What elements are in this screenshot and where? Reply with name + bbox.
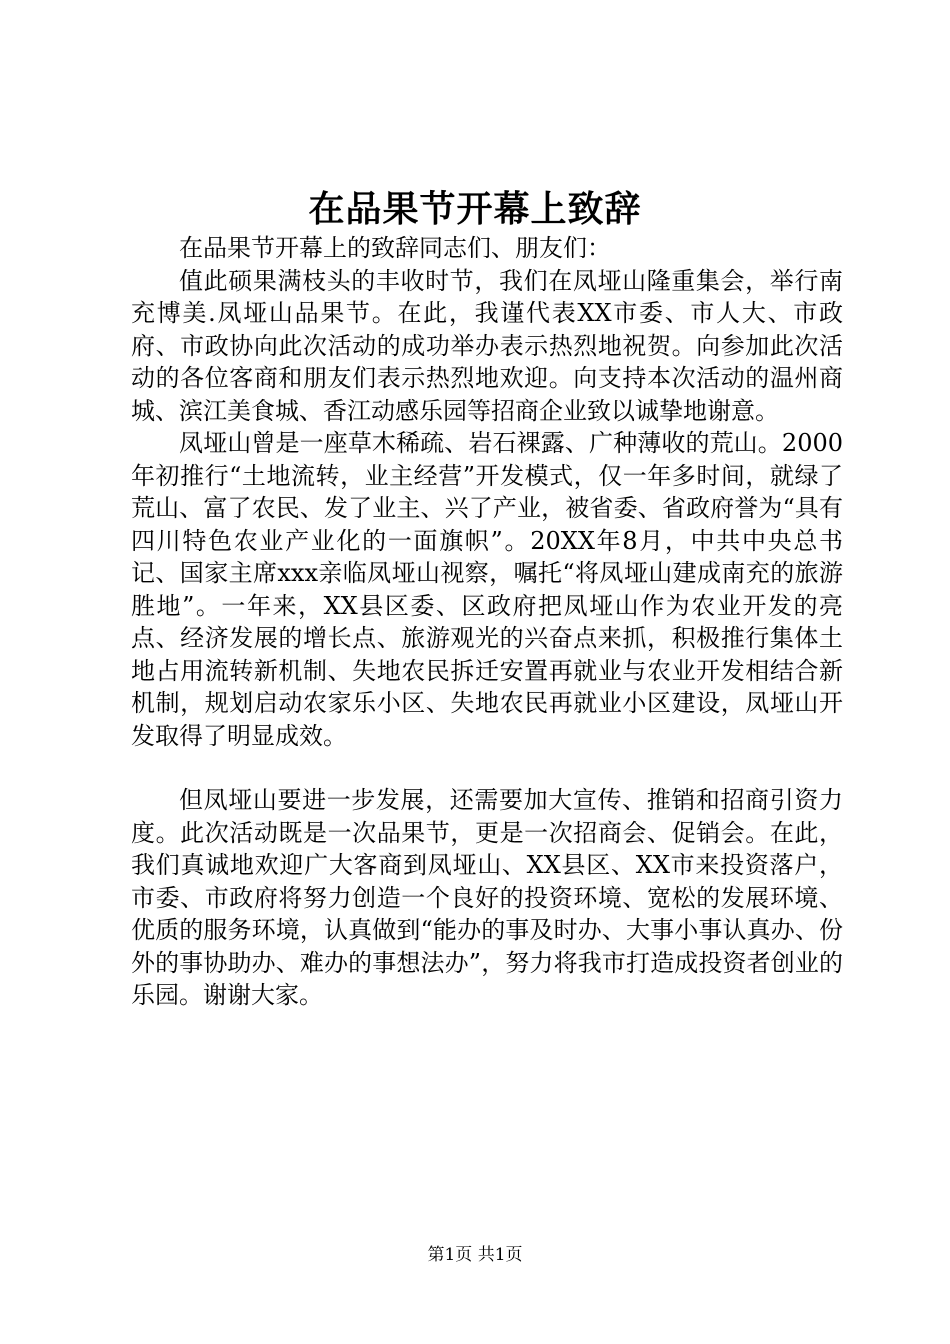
document-body (131, 232, 843, 1012)
salutation: 在品果节开幕上的致辞同志们、朋友们： (179, 234, 611, 262)
document-title: 在品果节开幕上致辞 (308, 188, 642, 230)
paragraph-1: 值此硕果满枝头的丰收时节，我们在凤垭山隆重集会，举行南充博美.凤垭山品果节。在此，我谨代表XX市委、市人大、市政府、市政协向此次活动的成功举办表示热烈地祝贺。向参加此次活动的各位客商和朋友们表示热烈地欢迎。向支持本次活动的温州商城、滨江美食城、香江动感乐园等招商企业致以诚挚地谢意。 (131, 266, 843, 425)
page-footer: 第1页 共1页 (427, 1245, 523, 1265)
paragraph-2: 凤垭山曾是一座草木稀疏、岩石裸露、广种薄收的荒山。2000年初推行“土地流转，业主经营”开发模式，仅一年多时间，就绿了荒山、富了农民、发了业主、兴了产业，被省委、省政府誉为“具有四川特色农业产业化的一面旗帜”。20XX年8月，中共中央总书记、国家主席xxx亲临凤垭山视察，嘱托“将凤垭山建成南充的旅游胜地”。一年来，XX县区委、区政府把凤垭山作为农业开发的亮点、经济发展的增长点、旅游观光的兴奋点来抓，积极推行集体土地占用流转新机制、失地农民拆迁安置再就业与农业开发相结合新机制，规划启动农家乐小区、失地农民再就业小区建设，凤垭山开发取得了明显成效。 (131, 429, 843, 750)
paragraph-3: 但凤垭山要进一步发展，还需要加大宣传、推销和招商引资力度。此次活动既是一次品果节，更是一次招商会、促销会。在此，我们真诚地欢迎广大客商到凤垭山、XX县区、XX市来投资落户，市委、市政府将努力创造一个良好的投资环境、宽松的发展环境、优质的服务环境，认真做到“能办的事及时办、大事小事认真办、份外的事协助办、难办的事想法办”，努力将我市打造成投资者创业的乐园。谢谢大家。 (131, 786, 843, 1009)
